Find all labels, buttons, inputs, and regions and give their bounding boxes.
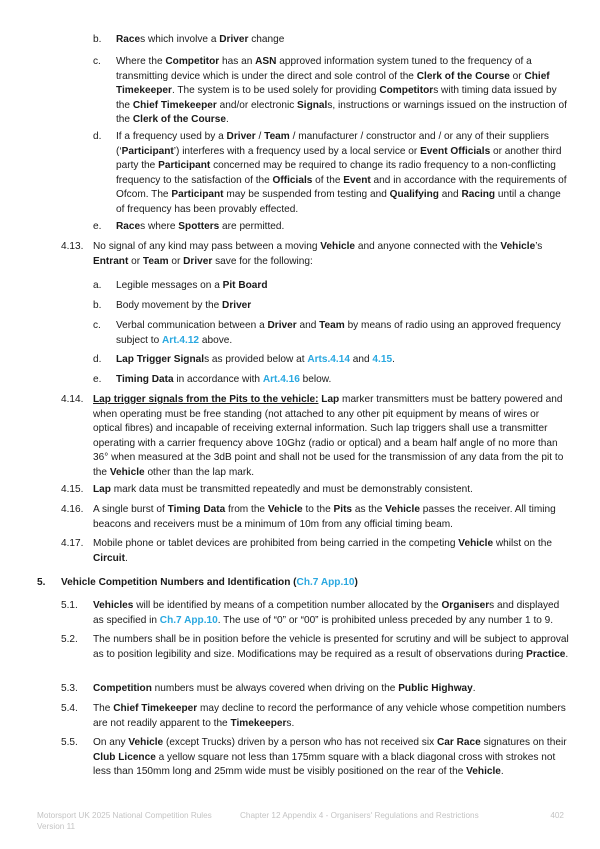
item-label: a. (93, 280, 102, 291)
art-4-12-link[interactable]: Art.4.12 (162, 334, 200, 346)
footer-left (37, 810, 237, 832)
section-heading: Vehicle Competition Numbers and Identification (Ch.7 App.10) (61, 577, 358, 588)
clause-text: Competition numbers must be always covered when driving on the Public Highway. (93, 683, 476, 694)
item-text: If a frequency used by a Driver / Team / manufacturer / constructor and / or any of their suppliers (‘Participant’) interferes with a frequency used by a local service or Event Officials or another third party the Participant concerned may be required to change its radio frequency to a non-conflicting frequency to the satisfaction of the Officials of the Event and in accordance with the requirements of Ofcom. The Participant may be suspended from testing and Qualifying and Racing until a change of frequency has been provably effected. (116, 131, 567, 215)
item-text: Where the Competitor has an ASN approved information system tuned to the frequency of a transmitting device which is under the direct and sole control of the Clerk of the Course or Chief Timekeeper. The system is to be used solely for providing Competitors with timing data issued by the Chief Timekeeper and/or electronic Signals, instructions or warnings issued on the instruction of the Clerk of the Course. (116, 56, 567, 126)
arts-4-14-link[interactable]: Arts.4.14 (307, 354, 350, 365)
clause-text: A single burst of Timing Data from the Vehicle to the Pits as the Vehicle passes the receiver. All timing beacons and receivers must be a minimum of 10m from any official timing beam. (93, 504, 556, 530)
clause-text: Mobile phone or tablet devices are prohibited from being carried in the competing Vehicle whilst on the Circuit. (93, 538, 552, 564)
clause-text: Lap mark data must be transmitted repeatedly and must be demonstrably consistent. (93, 484, 473, 495)
item-text: Legible messages on a Pit Board (116, 280, 268, 291)
clause-text: On any Vehicle (except Trucks) driven by a person who has not received six Car Race signatures on their Club Licence a yellow square not less than 175mm square with a black diagonal cross with strokes not less than 150mm long and 25mm wide must be visibly positioned on the rear of the Vehicle. (93, 737, 567, 778)
footer-version: Version 11 (37, 822, 76, 831)
item-label: b. (93, 300, 102, 311)
item-text: Races which involve a Driver change (116, 34, 285, 45)
clause-number: 5.5. (61, 737, 78, 748)
item-text: Timing Data in accordance with Art.4.16 below. (116, 374, 332, 385)
item-text: Body movement by the Driver (116, 300, 252, 311)
item-label: c. (93, 56, 101, 67)
clause-number: 5.3. (61, 683, 78, 694)
item-label: b. (93, 34, 102, 45)
clause-number: 4.15. (61, 484, 84, 495)
clause-text: No signal of any kind may pass between a moving Vehicle and anyone connected with the Vehicle’s Entrant or Team or Driver save for the following: (93, 241, 543, 267)
clause-text: Lap trigger signals from the Pits to the vehicle: Lap marker transmitters must be battery powered and when operating must be free standing (not attached to any other pit equipment by means of wires or optical fibres) and incapable of receiving external information. Such lap triggers shall use a transmitter operating with a carrier frequency above 10Ghz (radio or optical) and a beam half angle of no more than 36° when measured at the 3dB point and shall not be used for the transmission of any data from the pit to the Vehicle other than the lap mark. (93, 394, 564, 478)
item-label: d. (93, 354, 102, 365)
footer-chapter: Chapter 12 Appendix 4 - Organisers' Regulations and Restrictions (240, 811, 479, 820)
item-label: e. (93, 221, 102, 232)
clause-number: 5.2. (61, 634, 78, 645)
item-label: c. (93, 320, 101, 331)
clause-number: 4.14. (61, 394, 84, 405)
clause-number: 4.17. (61, 538, 84, 549)
clause-text: Vehicles will be identified by means of a competition number allocated by the Organisers and displayed as specified in Ch.7 App.10. The use of “0” or “00” is prohibited unless preceded by any number 1 to 9. (93, 600, 560, 626)
item-label: e. (93, 374, 102, 385)
clause-number: 5.1. (61, 600, 78, 611)
ch7-app10-link[interactable]: Ch.7 App.10 (159, 614, 218, 626)
footer-rules-title: Motorsport UK 2025 National Competition Rules (37, 811, 212, 820)
clause-number: 4.16. (61, 504, 84, 515)
ch7-app10-link[interactable]: Ch.7 App.10 (296, 577, 355, 588)
item-label: d. (93, 131, 102, 142)
item-text: Verbal communication between a Driver and Team by means of radio using an approved frequency subject to Art.4.12 above. (116, 320, 561, 346)
clause-text: The Chief Timekeeper may decline to record the performance of any vehicle whose competition numbers are not readily apparent to the Timekeepers. (93, 703, 566, 729)
item-text: Races where Spotters are permitted. (116, 221, 285, 232)
footer-page-number: 402 (550, 811, 564, 820)
clause-text: The numbers shall be in position before the vehicle is presented for scrutiny and will be subject to approval as to position legibility and size. Modifications may be required as a result of observations during Practice. (93, 634, 569, 660)
section-number: 5. (37, 577, 46, 588)
art-4-16-link[interactable]: Art.4.16 (262, 374, 300, 385)
clause-number: 4.13. (61, 241, 84, 252)
item-text: Lap Trigger Signals as provided below at Arts.4.14 and 4.15. (116, 354, 395, 365)
art-4-15-link[interactable]: 4.15 (372, 354, 393, 365)
clause-number: 5.4. (61, 703, 78, 714)
